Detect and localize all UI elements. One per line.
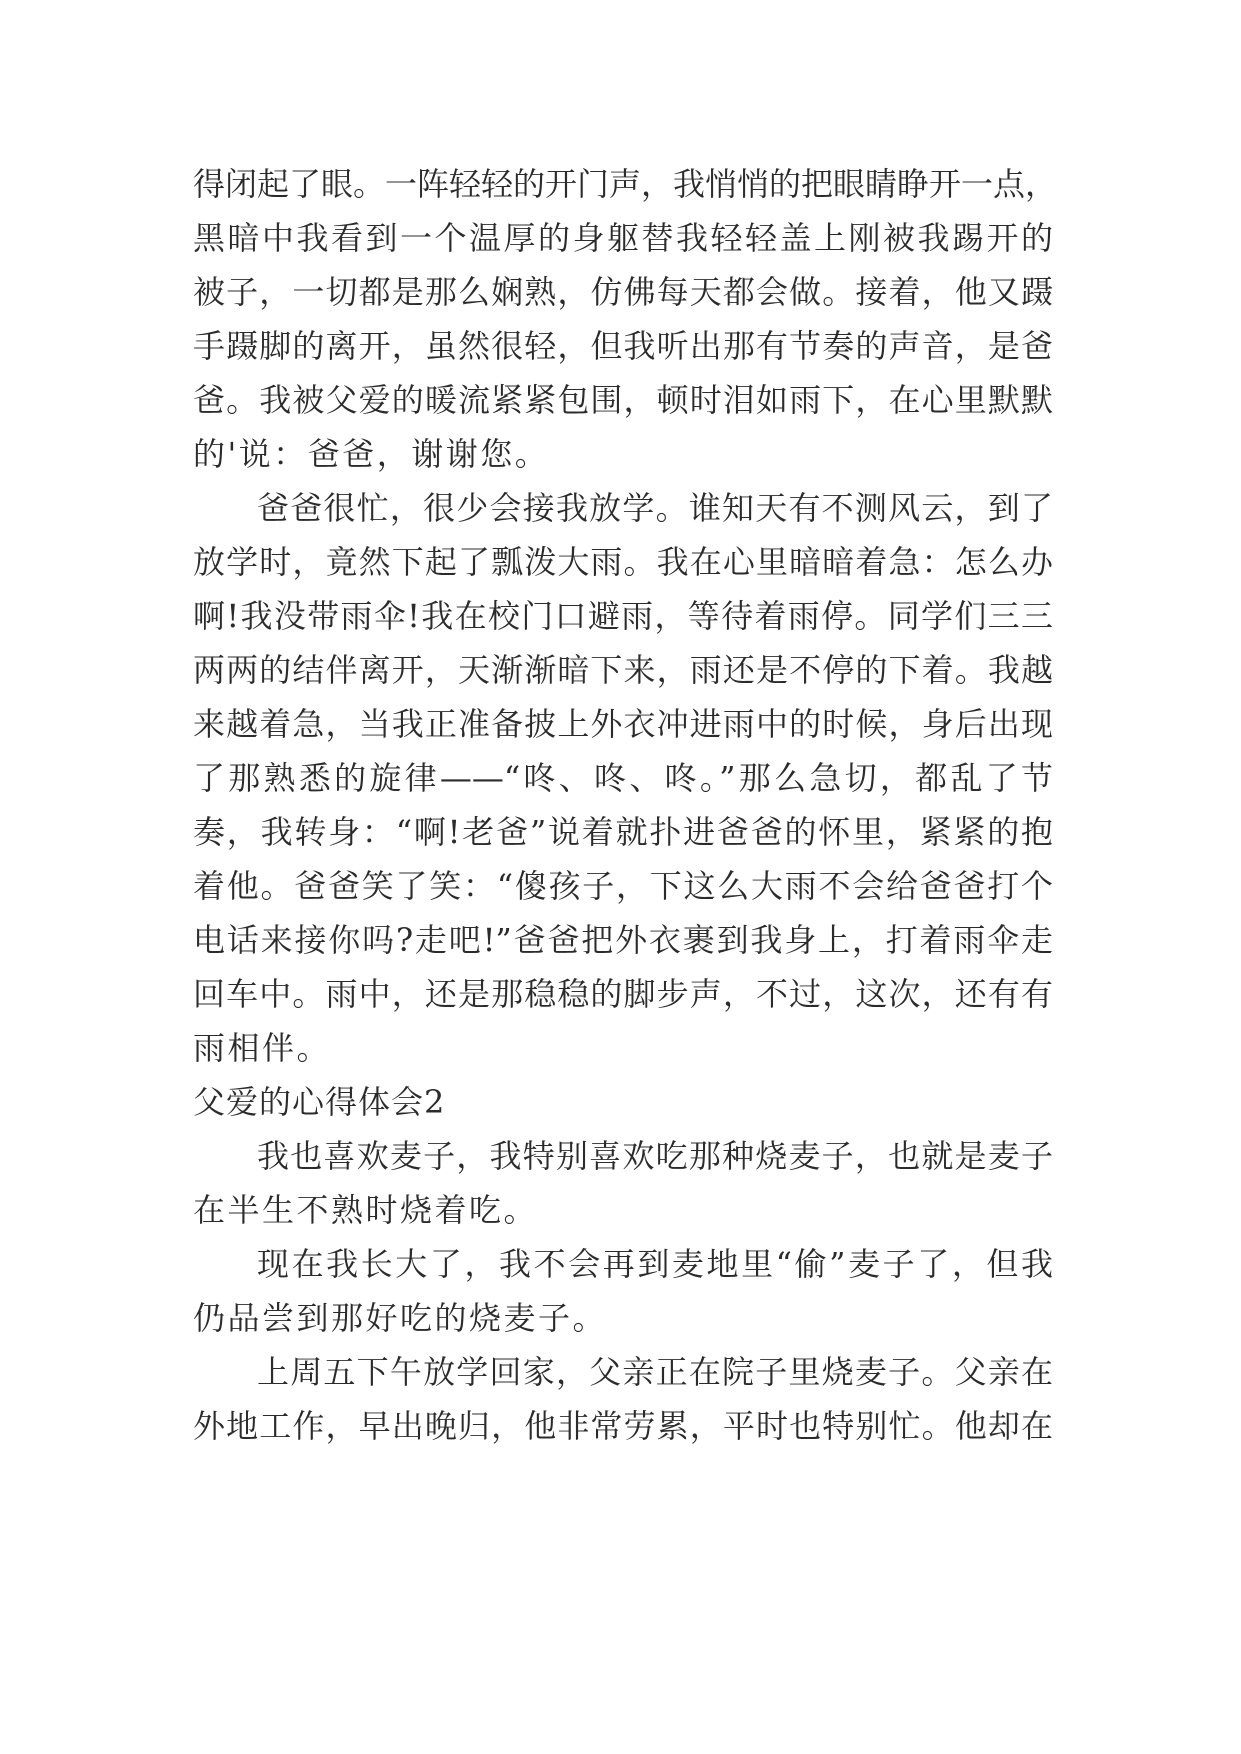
paragraph-4 xyxy=(193,1237,1053,1345)
text-line: 奏，我转身：“啊!老爸”说着就扑进爸爸的怀里，紧紧的抱 xyxy=(193,813,1053,851)
document-page xyxy=(193,157,1058,1453)
text-line: 放学时，竟然下起了瓢泼大雨。我在心里暗暗着急：怎么办 xyxy=(193,543,1053,581)
text-line: 雨相伴。 xyxy=(193,1029,332,1067)
text-line: 得闭起了眼。一阵轻轻的开门声，我悄悄的把眼睛睁开一点， xyxy=(193,165,1058,203)
text-line: 了那熟悉的旋律——“咚、咚、咚。”那么急切，都乱了节 xyxy=(193,759,1053,797)
paragraph-5 xyxy=(193,1345,1053,1453)
text-line: 着他。爸爸笑了笑：“傻孩子，下这么大雨不会给爸爸打个 xyxy=(193,867,1053,905)
text-line: 来越着急，当我正准备披上外衣冲进雨中的时候，身后出现 xyxy=(193,705,1053,743)
section-heading: 父爱的心得体会2 xyxy=(193,1083,446,1121)
text-line: 在半生不熟时烧着吃。 xyxy=(193,1191,539,1229)
text-line: 外地工作，早出晚归，他非常劳累，平时也特别忙。他却在 xyxy=(193,1407,1053,1445)
paragraph-3 xyxy=(193,1129,1053,1237)
text-line: 黑暗中我看到一个温厚的身躯替我轻轻盖上刚被我踢开的 xyxy=(193,219,1053,257)
text-line: 仍品尝到那好吃的烧麦子。 xyxy=(193,1299,608,1337)
text-line: 现在我长大了，我不会再到麦地里“偷”麦子了，但我 xyxy=(257,1245,1053,1283)
text-line: 我也喜欢麦子，我特别喜欢吃那种烧麦子，也就是麦子 xyxy=(257,1137,1053,1175)
paragraph-2 xyxy=(193,481,1053,1075)
text-line: 上周五下午放学回家，父亲正在院子里烧麦子。父亲在 xyxy=(257,1353,1053,1391)
paragraph-1 xyxy=(193,157,1058,481)
text-line: 爸爸很忙，很少会接我放学。谁知天有不测风云，到了 xyxy=(257,489,1053,527)
text-line: 手蹑脚的离开，虽然很轻，但我听出那有节奏的声音，是爸 xyxy=(193,327,1053,365)
text-line: 的'说：爸爸，谢谢您。 xyxy=(193,435,550,473)
text-line: 回车中。雨中，还是那稳稳的脚步声，不过，这次，还有有 xyxy=(193,975,1053,1013)
text-line: 电话来接你吗?走吧!”爸爸把外衣裹到我身上，打着雨伞走 xyxy=(193,921,1053,959)
text-line: 啊!我没带雨伞!我在校门口避雨，等待着雨停。同学们三三 xyxy=(193,597,1053,635)
text-line: 被子，一切都是那么娴熟，仿佛每天都会做。接着，他又蹑 xyxy=(193,273,1053,311)
text-line: 爸。我被父爱的暖流紧紧包围，顿时泪如雨下，在心里默默 xyxy=(193,381,1053,419)
text-line: 两两的结伴离开，天渐渐暗下来，雨还是不停的下着。我越 xyxy=(193,651,1053,689)
